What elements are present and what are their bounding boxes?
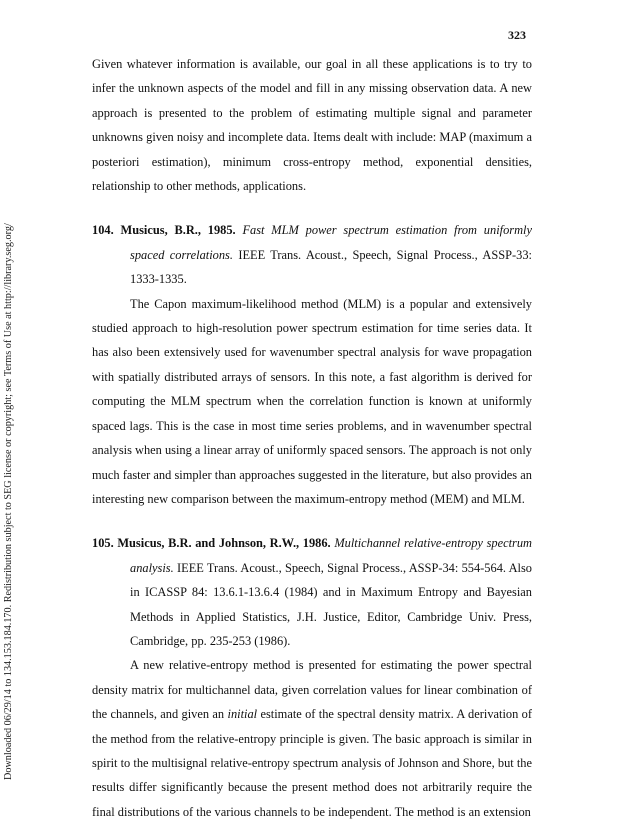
continuation-paragraph: Given whatever information is available, our goal in all these applications is to try to infer the unknown aspects of the model and fill in any missing observation data. A new approach is presented to the problem of estimating multiple signal and parameter unknowns given noisy and incomplete data. Items dealt with include: MAP (maximum a posteriori estimation), minimum cross-entropy method, exponential densities, relationship to other methods, applications. [92, 57, 532, 194]
download-stamp-text: Downloaded 06/29/14 to 134.153.184.170. Redistribution subject to SEG license or copyright; see Terms of Use at http://library.seg.org/ [3, 223, 14, 780]
bibliography-entry-104 [92, 218, 532, 511]
entry-abstract [92, 653, 532, 824]
entry-source: IEEE Trans. Acoust., Speech, Signal Process., ASSP-34: 554-564. Also in ICASSP 84: 13.6.1-13.6.4 (1984) and in Maximum Entropy and Bayesian Methods in Applied Statistics, J.H. Justice, Editor, Cambridge Univ. Press, Cambridge, pp. 235-253 (1986). [130, 560, 532, 648]
abstract-text-after: estimate of the spectral density matrix. A derivation of the method from the relative-entropy principle is given. The basic approach is similar in spirit to the multisignal relative-entropy spectrum analysis of Johnson and Shore, but the results differ significantly because the present method does not arbitrarily require the final distributions of the various channels to be independent. The method is an extension [92, 707, 532, 819]
citation [92, 531, 532, 653]
entry-title: Multichannel relative-entropy spectrum analysis. [130, 536, 532, 575]
entry-source: IEEE Trans. Acoust., Speech, Signal Process., ASSP-33: 1333-1335. [130, 247, 532, 287]
page-number: 323 [508, 28, 526, 42]
entry-number: 104. [92, 223, 114, 238]
page-content [92, 52, 532, 824]
entry-authors: Musicus, B.R., 1985. [120, 223, 236, 238]
entry-number: 105. [92, 536, 114, 551]
abstract-text-before: A new relative-entropy method is presented for estimating the power spectral density matrix for multichannel data, given correlation values for linear combination of the channels, and given an [92, 658, 532, 722]
entry-authors: Musicus, B.R. and Johnson, R.W., 1986. [117, 536, 331, 551]
entry-title: Fast MLM power spectrum estimation from uniformly spaced correlations. [130, 223, 532, 262]
download-stamp [2, 120, 16, 780]
citation [92, 218, 532, 291]
abstract-emphasis: initial [227, 707, 258, 722]
entry-abstract: The Capon maximum-likelihood method (MLM) is a popular and extensively studied approach to high-resolution power spectrum estimation for time series data. It has also been extensively used for wavenumber spectral analysis for wave propagation with spatially distributed arrays of sensors. In this note, a fast algorithm is derived for computing the MLM spectrum when the correlation function is known at uniformly spaced lags. This is the case in most time series problems, and in wavenumber spectral analysis when using a linear array of uniformly spaced sensors. The approach is not only much faster and simpler than approaches suggested in the literature, but also provides an interesting new comparison between the maximum-entropy method (MEM) and MLM. [92, 296, 532, 506]
bibliography-entry-105 [92, 531, 532, 824]
